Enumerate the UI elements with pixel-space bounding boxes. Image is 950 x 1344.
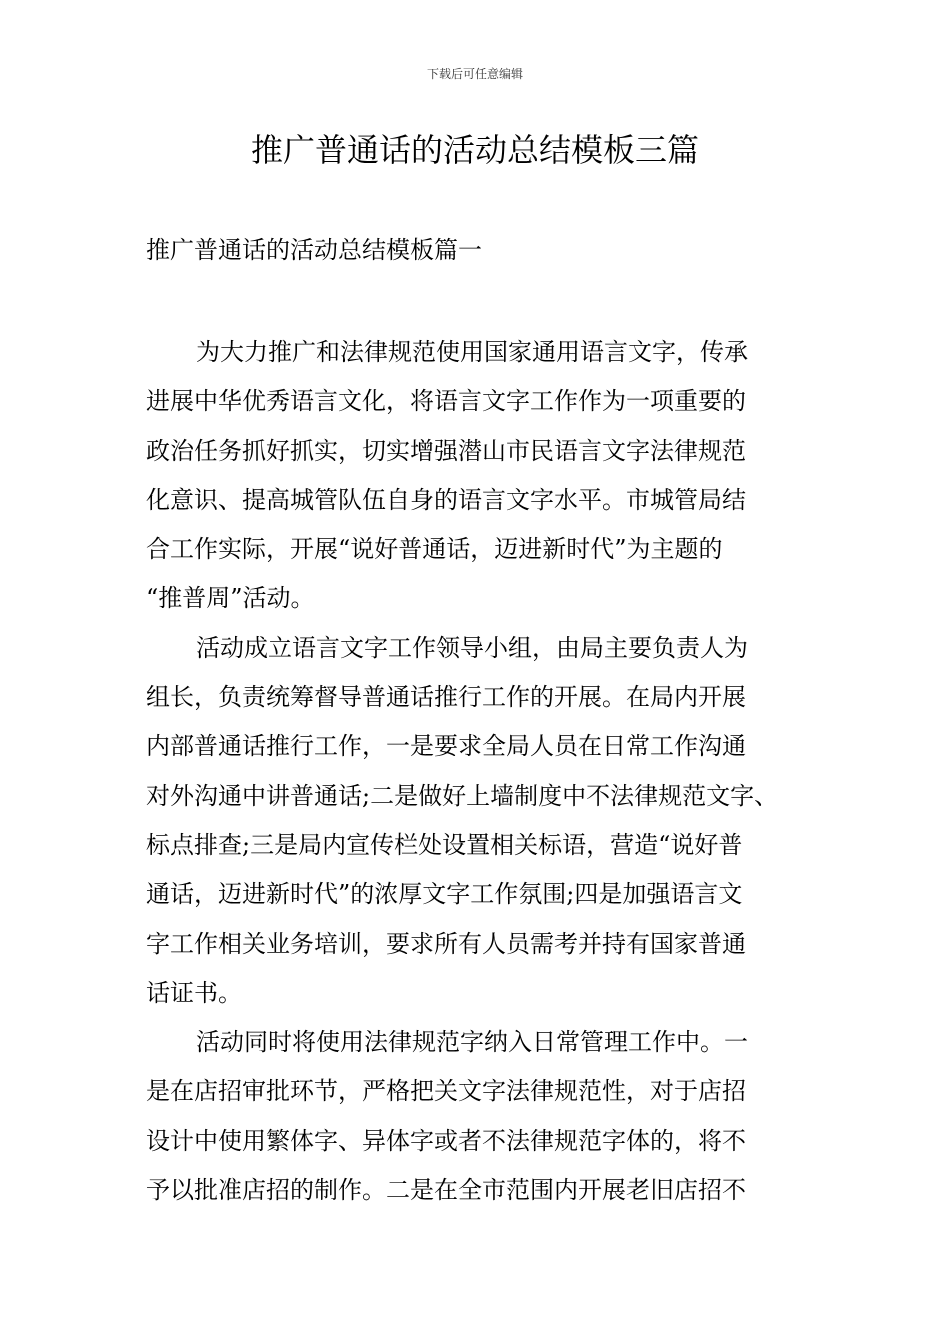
paragraph-line: 为大力推广和法律规范使用国家通用语言文字，传承	[196, 338, 748, 366]
paragraph-line: 字工作相关业务培训，要求所有人员需考并持有国家普通	[146, 929, 746, 958]
section-heading: 推广普通话的活动总结模板篇一	[146, 236, 482, 264]
paragraph-line: 活动成立语言文字工作领导小组，由局主要负责人为	[196, 633, 748, 662]
header-note: 下载后可任意编辑	[426, 67, 523, 81]
paragraph-line: “推普周”活动。	[146, 584, 315, 613]
document-title: 推广普通话的活动总结模板三篇	[250, 131, 699, 169]
paragraph-line: 通话，迈进新时代”的浓厚文字工作氛围;四是加强语言文	[146, 880, 743, 909]
paragraph-line: 合工作实际，开展“说好普通话，迈进新时代”为主题的	[146, 535, 723, 564]
paragraph-1	[146, 328, 810, 624]
paragraph-line: 对外沟通中讲普通话;二是做好上墙制度中不法律规范文字、	[146, 781, 779, 810]
paragraph-3	[146, 1018, 810, 1215]
paragraph-line: 活动同时将使用法律规范字纳入日常管理工作中。一	[196, 1028, 748, 1057]
paragraph-line: 政治任务抓好抓实，切实增强潜山市民语言文字法律规范	[146, 436, 746, 465]
paragraph-line: 化意识、提高城管队伍自身的语言文字水平。市城管局结	[146, 485, 746, 514]
paragraph-line: 组长，负责统筹督导普通话推行工作的开展。在局内开展	[146, 683, 746, 712]
paragraph-line: 标点排查;三是局内宣传栏处设置相关标语，营造“说好普	[146, 830, 743, 859]
document-body	[146, 328, 810, 1215]
paragraph-line: 设计中使用繁体字、异体字或者不法律规范字体的，将不	[146, 1126, 746, 1155]
paragraph-line: 内部普通话推行工作，一是要求全局人员在日常工作沟通	[146, 732, 746, 761]
paragraph-line: 话证书。	[146, 978, 242, 1007]
paragraph-2	[146, 624, 810, 1018]
paragraph-line: 予以批准店招的制作。二是在全市范围内开展老旧店招不	[146, 1176, 746, 1205]
paragraph-line: 是在店招审批环节，严格把关文字法律规范性，对于店招	[146, 1077, 746, 1106]
paragraph-line: 进展中华优秀语言文化，将语言文字工作作为一项重要的	[146, 387, 746, 416]
